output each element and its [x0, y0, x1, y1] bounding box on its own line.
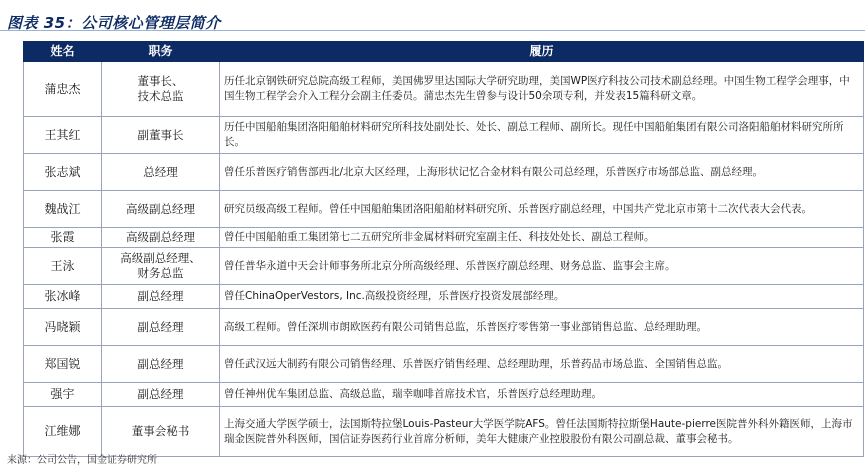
- table-row: [24, 228, 864, 248]
- cell-role: 董事长、 技术总监: [102, 62, 220, 117]
- cell-name: 冯晓颖: [24, 309, 102, 346]
- cell-role: 副总经理: [102, 383, 220, 407]
- cell-name: 蒲忠杰: [24, 62, 102, 117]
- table-header-row: [24, 42, 864, 62]
- cell-name: 张冰峰: [24, 285, 102, 309]
- cell-bio: 研究员级高级工程师。曾任中国船舶集团洛阳船舶材料研究所、乐普医疗副总经理，中国共产党北京市第十二次代表大会代表。: [220, 191, 864, 228]
- cell-name: 王其红: [24, 117, 102, 154]
- table-row: [24, 309, 864, 346]
- cell-bio: 历任北京钢铁研究总院高级工程师，美国佛罗里达国际大学研究助理，美国WP医疗科技公司技术副总经理。中国生物工程学会理事，中国生物工程学会介入工程分会副主任委员。蒲忠杰先生曾参与设计50余项专利，并发表15篇科研文章。: [220, 62, 864, 117]
- table-row: [24, 62, 864, 117]
- cell-bio: 曾任神州优车集团总监、高级总监，瑞幸咖啡首席技术官，乐普医疗总经理助理。: [220, 383, 864, 407]
- cell-name: 张志斌: [24, 154, 102, 191]
- cell-name: 江维娜: [24, 407, 102, 457]
- header-role: 职务: [102, 42, 220, 62]
- cell-bio: 曾任中国船舶重工集团第七二五研究所非金属材料研究室副主任、科技处处长、副总工程师。: [220, 228, 864, 248]
- cell-bio: 曾任普华永道中天会计师事务所北京分所高级经理、乐普医疗副总经理、财务总监、监事会主席。: [220, 248, 864, 285]
- cell-bio: 高级工程师。曾任深圳市朗欧医药有限公司销售总监，乐普医疗零售第一事业部销售总监、总经理助理。: [220, 309, 864, 346]
- cell-name: 郑国锐: [24, 346, 102, 383]
- cell-role: 副总经理: [102, 346, 220, 383]
- table-row: [24, 383, 864, 407]
- cell-bio: 曾任乐普医疗销售部西北/北京大区经理，上海形状记忆合金材料有限公司总经理，乐普医疗市场部总监、副总经理。: [220, 154, 864, 191]
- cell-role: 高级副总经理: [102, 228, 220, 248]
- table-row: [24, 285, 864, 309]
- cell-bio: 曾任ChinaOperVestors, Inc.高级投资经理，乐普医疗投资发展部经理。: [220, 285, 864, 309]
- cell-role: 董事会秘书: [102, 407, 220, 457]
- cell-name: 强宇: [24, 383, 102, 407]
- cell-bio: 上海交通大学医学硕士，法国斯特拉堡Louis-Pasteur大学医学院AFS。曾任法国斯特拉斯堡Haute-pierre医院普外科外籍医师，上海市瑞金医院普外科医师，国信证券医药行业首席分析师，美年大健康产业控股股份有限公司副总裁、董事会秘书。: [220, 407, 864, 457]
- header-name: 姓名: [24, 42, 102, 62]
- cell-name: 王泳: [24, 248, 102, 285]
- cell-role: 副董事长: [102, 117, 220, 154]
- figure-title: 图表 35：公司核心管理层简介: [7, 14, 221, 32]
- table-row: [24, 346, 864, 383]
- cell-role: 副总经理: [102, 309, 220, 346]
- table-row: [24, 117, 864, 154]
- cell-role: 高级副总经理、 财务总监: [102, 248, 220, 285]
- management-table: [23, 41, 864, 457]
- cell-role: 高级副总经理: [102, 191, 220, 228]
- cell-name: 魏战江: [24, 191, 102, 228]
- cell-bio: 历任中国船舶集团洛阳船舶材料研究所科技处副处长、处长、副总工程师、副所长。现任中国船舶集团有限公司洛阳船舶材料研究所所长。: [220, 117, 864, 154]
- source-footnote: 来源：公司公告，国金证券研究所: [7, 455, 157, 465]
- table-row: [24, 248, 864, 285]
- cell-role: 总经理: [102, 154, 220, 191]
- cell-name: 张霞: [24, 228, 102, 248]
- table-row: [24, 191, 864, 228]
- cell-bio: 曾任武汉远大制药有限公司销售经理、乐普医疗销售经理、总经理助理，乐普药品市场总监、全国销售总监。: [220, 346, 864, 383]
- header-bio: 履历: [220, 42, 864, 62]
- table-row: [24, 407, 864, 457]
- table-row: [24, 154, 864, 191]
- cell-role: 副总经理: [102, 285, 220, 309]
- figure-title-bar: [0, 6, 865, 31]
